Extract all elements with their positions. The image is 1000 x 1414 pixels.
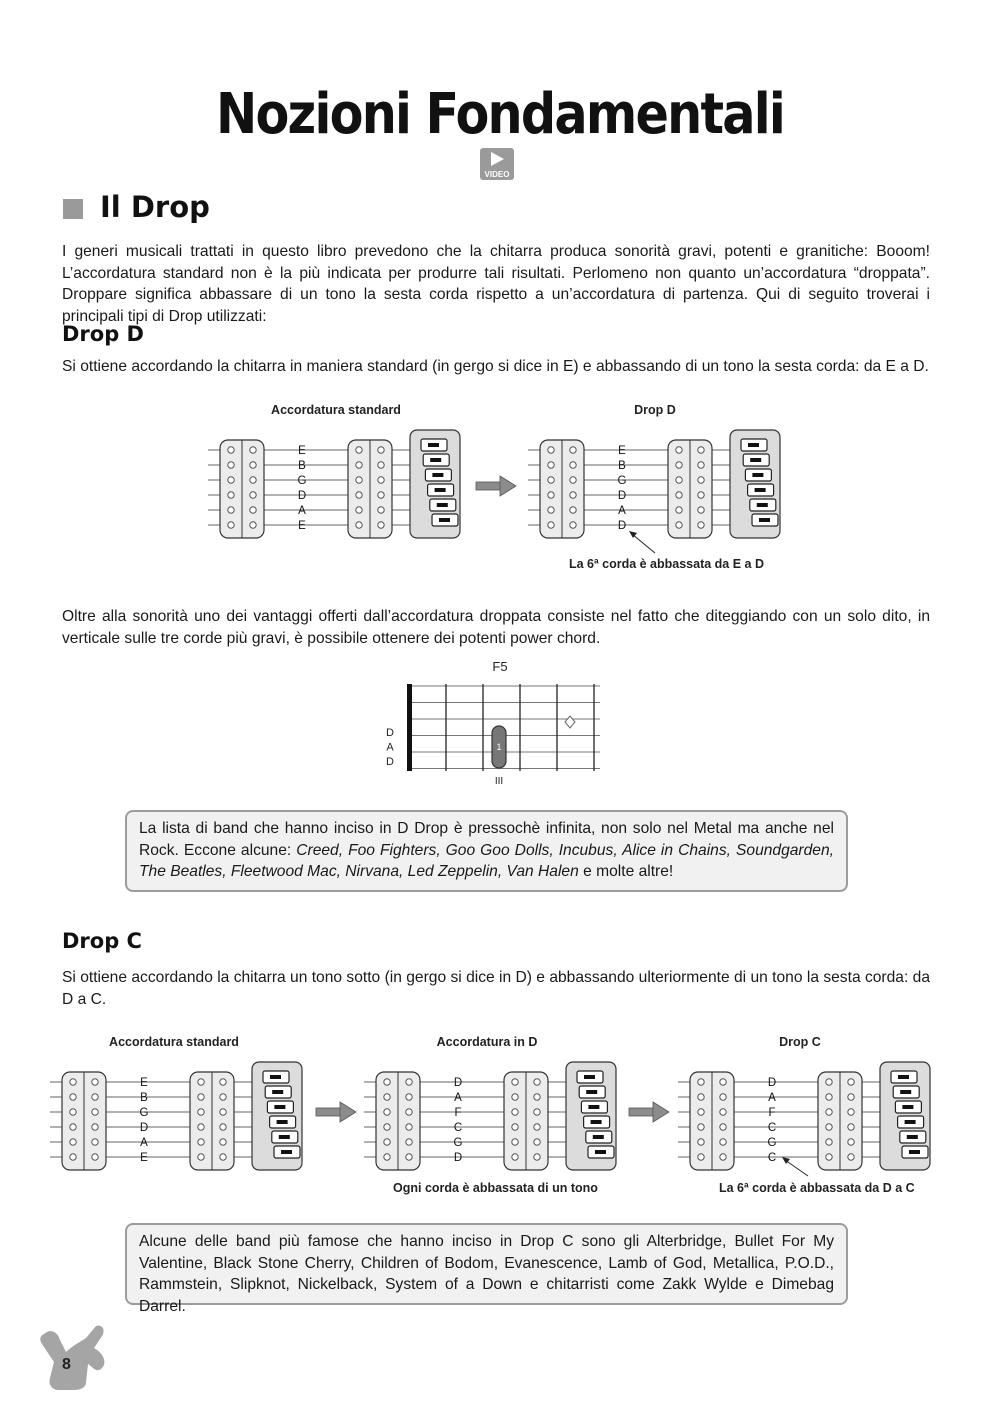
pole-piece: [698, 1109, 704, 1115]
dropd-drop-string-4: D: [617, 490, 627, 502]
dropc-drop-string-1: D: [767, 1077, 777, 1089]
pole-piece: [826, 1154, 832, 1160]
pole-piece: [198, 1079, 204, 1085]
drop-d-standard-caption: Accordatura standard: [271, 403, 401, 417]
arrow-icon: [629, 1102, 669, 1122]
dropc-standard-string-3: G: [139, 1107, 149, 1119]
pole-piece: [384, 1094, 390, 1100]
pole-piece: [720, 1109, 726, 1115]
pole-piece: [548, 447, 554, 453]
dropc-standard-string-6: E: [140, 1152, 148, 1164]
pole-piece: [406, 1124, 412, 1130]
pole-piece: [220, 1139, 226, 1145]
pole-piece: [848, 1139, 854, 1145]
pole-piece: [228, 477, 234, 483]
drop-d-paragraph2: Oltre alla sonorità uno dei vantaggi offerti dall’accordatura droppata consiste nel fatto che diteggiando con un solo dito, in verticale sulle tre corde più gravi, è possibile ottenere dei potenti power chord.: [62, 608, 930, 647]
pole-piece: [676, 477, 682, 483]
dropd-drop-string-1: E: [618, 445, 626, 457]
pole-piece: [250, 462, 256, 468]
pole-piece: [198, 1139, 204, 1145]
pole-piece: [406, 1109, 412, 1115]
pole-piece: [220, 1094, 226, 1100]
pole-piece: [356, 462, 362, 468]
drop-c-d-caption: Accordatura in D: [436, 1035, 538, 1049]
pole-piece: [534, 1109, 540, 1115]
dropc-d-string-6: D: [453, 1152, 463, 1164]
pole-piece: [220, 1109, 226, 1115]
pole-piece: [534, 1154, 540, 1160]
pole-piece: [534, 1139, 540, 1145]
pole-piece: [356, 447, 362, 453]
pole-piece: [848, 1154, 854, 1160]
dropc-d-string-4: C: [453, 1122, 463, 1134]
pointer-arrow: [785, 1160, 808, 1176]
pole-piece: [250, 522, 256, 528]
pole-piece: [384, 1139, 390, 1145]
inlay-marker: [565, 716, 575, 728]
pole-piece: [250, 447, 256, 453]
page-title: Nozioni Fondamentali: [215, 82, 785, 147]
drop-d-heading: Drop D: [62, 322, 144, 346]
dropc-d-string-5: G: [453, 1137, 463, 1149]
pole-piece: [228, 462, 234, 468]
pole-piece: [70, 1094, 76, 1100]
pole-piece: [378, 462, 384, 468]
pole-piece: [826, 1094, 832, 1100]
section-title: Il Drop: [100, 190, 210, 224]
drop-c-drop-note: La 6ª corda è abbassata da D a C: [719, 1181, 915, 1195]
drop-c-standard-caption: Accordatura standard: [109, 1035, 239, 1049]
pole-piece: [570, 477, 576, 483]
pole-piece: [534, 1079, 540, 1085]
dropd-standard-string-6: E: [298, 520, 306, 532]
pole-piece: [92, 1154, 98, 1160]
pole-piece: [92, 1124, 98, 1130]
dropc-drop-string-5: G: [767, 1137, 777, 1149]
pole-piece: [548, 522, 554, 528]
pole-piece: [406, 1094, 412, 1100]
pole-piece: [548, 507, 554, 513]
pole-piece: [198, 1109, 204, 1115]
dropc-d-string-1: D: [453, 1077, 463, 1089]
dropc-drop: [678, 1062, 930, 1170]
dropc-drop-string-2: A: [768, 1092, 776, 1104]
intro-paragraph: I generi musicali trattati in questo libro prevedono che la chitarra produca sonorità gravi, potenti e granitiche: Booom! L’accordatura standard non è la più indicata per produrre tali risultati. Perlomeno non quanto un’accordatura “droppata”. Droppare significa abbassare di un tono la sesta corda rispetto a un’accordatura di partenza. Qui di seguito troverai i principali tipi di Drop utilizzati:: [62, 243, 930, 325]
pole-piece: [826, 1079, 832, 1085]
pole-piece: [220, 1079, 226, 1085]
nut: [407, 684, 412, 771]
pointer-arrow: [632, 534, 655, 553]
dropd-standard-string-3: G: [297, 475, 307, 487]
pole-piece: [228, 492, 234, 498]
pole-piece: [512, 1109, 518, 1115]
pole-piece: [250, 507, 256, 513]
dropd-standard-string-2: B: [298, 460, 306, 472]
pole-piece: [548, 462, 554, 468]
pole-piece: [698, 507, 704, 513]
pole-piece: [720, 1139, 726, 1145]
pole-piece: [698, 522, 704, 528]
pole-piece: [92, 1094, 98, 1100]
drop-d-bands-box: [125, 810, 848, 892]
pole-piece: [570, 447, 576, 453]
drop-d-box-ending: e molte altre!: [583, 863, 674, 880]
dropd-standard-string-5: A: [298, 505, 306, 517]
pole-piece: [826, 1139, 832, 1145]
pole-piece: [70, 1139, 76, 1145]
pole-piece: [378, 492, 384, 498]
pole-piece: [70, 1124, 76, 1130]
dropc-standard-string-4: D: [139, 1122, 149, 1134]
drop-d-box-text: La lista di band che hanno inciso in D Drop è pressochè infinita, non solo nel Metal ma anche nel Rock. Eccone alcune:: [139, 820, 834, 859]
pole-piece: [548, 492, 554, 498]
pole-piece: [378, 522, 384, 528]
drop-c-description: Si ottiene accordando la chitarra un tono sotto (in gergo si dice in D) e abbassando ulteriormente di un tono la sesta corda: da D a C.: [62, 969, 930, 1008]
pole-piece: [220, 1154, 226, 1160]
drop-c-heading: Drop C: [62, 929, 142, 953]
pole-piece: [534, 1094, 540, 1100]
pole-piece: [92, 1139, 98, 1145]
pole-piece: [198, 1154, 204, 1160]
pole-piece: [720, 1154, 726, 1160]
pole-piece: [512, 1124, 518, 1130]
chord-string-D: D: [386, 727, 394, 739]
pole-piece: [512, 1094, 518, 1100]
pole-piece: [698, 492, 704, 498]
pole-piece: [384, 1124, 390, 1130]
drop-c-bands-box: Alcune delle band più famose che hanno inciso in Drop C sono gli Alterbridge, Bullet For My Valentine, Black Stone Cherry, Children of Bodom, Evanescence, Lamb of God, Metallica, P.O.D., Rammstein, Slipknot, Nickelback, System of a Down e chitarristi come Zakk Wylde e Dimebag Darrel.: [125, 1223, 848, 1305]
drop-d-band-list: Creed, Foo Fighters, Goo Goo Dolls, Incubus, Alice in Chains, Soundgarden, The Beatles, Fleetwood Mac, Nirvana, Led Zeppelin, Van Halen: [139, 841, 834, 880]
pole-piece: [698, 1079, 704, 1085]
dropc-standard: [50, 1062, 302, 1170]
fret-label: III: [494, 776, 504, 787]
dropc-drop-string-3: F: [768, 1107, 776, 1119]
dropd-drop-string-3: G: [617, 475, 627, 487]
pole-piece: [356, 507, 362, 513]
dropd-standard-string-1: E: [298, 445, 306, 457]
pole-piece: [228, 447, 234, 453]
pole-piece: [570, 492, 576, 498]
pole-piece: [676, 462, 682, 468]
dropd-drop-string-5: A: [618, 505, 626, 517]
pole-piece: [250, 477, 256, 483]
dropc-standard-string-1: E: [140, 1077, 148, 1089]
pole-piece: [356, 477, 362, 483]
pole-piece: [228, 507, 234, 513]
pole-piece: [826, 1109, 832, 1115]
pole-piece: [848, 1094, 854, 1100]
pole-piece: [512, 1139, 518, 1145]
finger-number: 1: [496, 742, 502, 752]
pole-piece: [676, 507, 682, 513]
dropc-d-string-2: A: [454, 1092, 462, 1104]
drop-d-note: La 6ª corda è abbassata da E a D: [569, 557, 764, 571]
dropc-drop-string-4: C: [767, 1122, 777, 1134]
drop-d-drop-caption: Drop D: [634, 403, 676, 417]
pole-piece: [70, 1079, 76, 1085]
pole-piece: [92, 1079, 98, 1085]
pole-piece: [698, 1124, 704, 1130]
dropd-drop: [528, 430, 780, 538]
pole-piece: [698, 1154, 704, 1160]
pole-piece: [378, 447, 384, 453]
pole-piece: [570, 522, 576, 528]
drop-d-description: Si ottiene accordando la chitarra in maniera standard (in gergo si dice in E) e abbassando di un tono la sesta corda: da E a D.: [62, 358, 929, 375]
pole-piece: [70, 1109, 76, 1115]
dropc-drop-string-6: C: [767, 1152, 777, 1164]
arrow-icon: [316, 1102, 356, 1122]
mascot-icon: [36, 1322, 111, 1392]
pole-piece: [848, 1124, 854, 1130]
pole-piece: [250, 492, 256, 498]
drop-c-drop-caption: Drop C: [779, 1035, 821, 1049]
pole-piece: [384, 1079, 390, 1085]
chord-string-A: A: [386, 741, 394, 754]
page-number: 8: [62, 1356, 71, 1373]
pole-piece: [378, 477, 384, 483]
chord-string-D: D: [386, 756, 394, 768]
pole-piece: [356, 492, 362, 498]
pole-piece: [378, 507, 384, 513]
pole-piece: [406, 1139, 412, 1145]
pole-piece: [406, 1079, 412, 1085]
pole-piece: [720, 1124, 726, 1130]
drop-c-d-note: Ogni corda è abbassata di un tono: [393, 1181, 598, 1195]
pole-piece: [676, 447, 682, 453]
pole-piece: [92, 1109, 98, 1115]
pole-piece: [698, 462, 704, 468]
pole-piece: [698, 447, 704, 453]
dropd-standard: [208, 430, 460, 538]
dropd-drop-string-2: B: [618, 460, 626, 472]
pole-piece: [198, 1124, 204, 1130]
pole-piece: [512, 1154, 518, 1160]
dropc-d: [364, 1062, 616, 1170]
arrow-icon: [476, 476, 516, 496]
pole-piece: [70, 1154, 76, 1160]
pole-piece: [720, 1094, 726, 1100]
chord-diagram: [380, 680, 610, 790]
pole-piece: [512, 1079, 518, 1085]
pole-piece: [220, 1124, 226, 1130]
pole-piece: [356, 522, 362, 528]
dropd-standard-string-4: D: [297, 490, 307, 502]
chord-name: F5: [492, 659, 508, 674]
pole-piece: [676, 522, 682, 528]
pole-piece: [534, 1124, 540, 1130]
pole-piece: [848, 1109, 854, 1115]
pole-piece: [406, 1154, 412, 1160]
pole-piece: [384, 1109, 390, 1115]
pole-piece: [384, 1154, 390, 1160]
pole-piece: [570, 462, 576, 468]
dropc-d-string-3: F: [454, 1107, 462, 1119]
pole-piece: [848, 1079, 854, 1085]
pole-piece: [228, 522, 234, 528]
pole-piece: [548, 477, 554, 483]
pole-piece: [698, 1139, 704, 1145]
pole-piece: [826, 1124, 832, 1130]
pole-piece: [198, 1094, 204, 1100]
dropc-standard-string-2: B: [140, 1092, 148, 1104]
video-label: VIDEO: [484, 170, 510, 179]
pole-piece: [720, 1079, 726, 1085]
pole-piece: [570, 507, 576, 513]
dropd-drop-string-6: D: [617, 520, 627, 532]
pole-piece: [698, 477, 704, 483]
dropc-standard-string-5: A: [140, 1137, 148, 1149]
pole-piece: [676, 492, 682, 498]
pole-piece: [698, 1094, 704, 1100]
